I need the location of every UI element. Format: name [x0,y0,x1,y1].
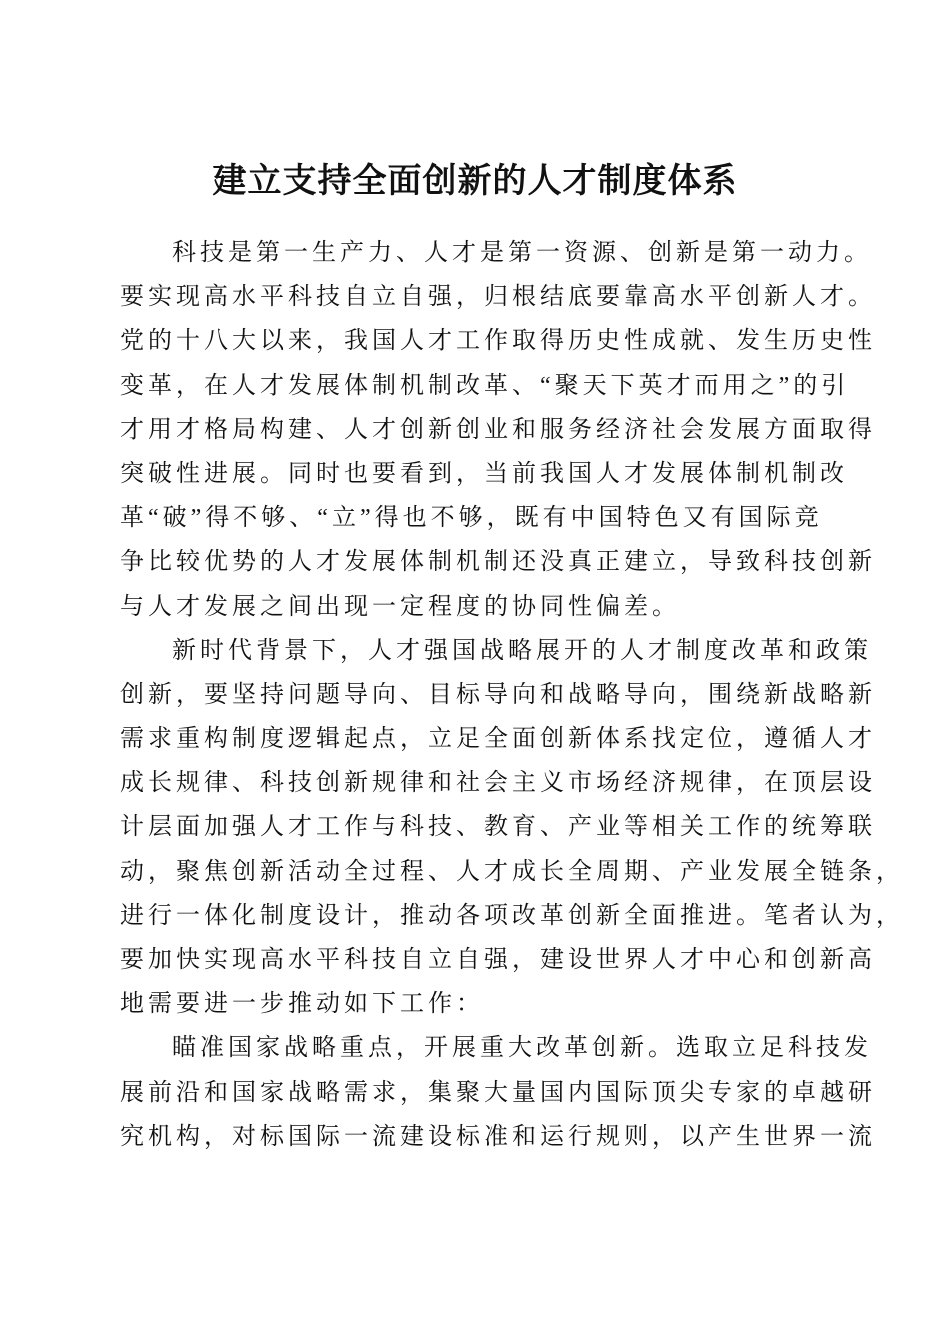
text-line: 革“破”得不够、“立”得也不够，既有中国特色又有国际竞 [120,505,823,532]
paragraph [120,1026,876,1159]
text-line: 动，聚焦创新活动全过程、人才成长全周期、产业发展全链条， [120,858,904,885]
document-title: 建立支持全面创新的人才制度体系 [212,160,738,201]
text-line: 突破性进展。同时也要看到，当前我国人才发展体制机制改 [120,460,848,487]
text-line: 瞄准国家战略重点，开展重大改革创新。选取立足科技发 [172,1035,872,1062]
paragraph [120,629,904,1027]
text-line: 新时代背景下，人才强国战略展开的人才制度改革和政策 [172,637,872,664]
text-line: 创新，要坚持问题导向、目标导向和战略导向，围绕新战略新 [120,681,876,708]
text-line: 需求重构制度逻辑起点，立足全面创新体系找定位，遵循人才 [120,726,876,753]
text-line: 展前沿和国家战略需求，集聚大量国内国际顶尖专家的卓越研 [120,1079,876,1106]
text-line: 进行一体化制度设计，推动各项改革创新全面推进。笔者认为， [120,902,904,929]
text-line: 地需要进一步推动如下工作： [120,991,484,1018]
text-line: 才用才格局构建、人才创新创业和服务经济社会发展方面取得 [120,416,876,443]
text-line: 要实现高水平科技自立自强，归根结底要靠高水平创新人才。 [120,284,876,311]
text-line: 变革，在人才发展体制机制改革、“聚天下英才而用之”的引 [120,372,850,399]
document-body [120,231,904,1159]
text-line: 要加快实现高水平科技自立自强，建设世界人才中心和创新高 [120,947,876,973]
text-line: 究机构，对标国际一流建设标准和运行规则，以产生世界一流 [120,1123,876,1150]
text-line: 党的十八大以来，我国人才工作取得历史性成就、发生历史性 [120,328,876,355]
text-line: 争比较优势的人才发展体制机制还没真正建立，导致科技创新 [120,549,876,576]
paragraph [120,231,876,629]
text-line: 与人才发展之间出现一定程度的协同性偏差。 [120,593,680,620]
text-line: 成长规律、科技创新规律和社会主义市场经济规律，在顶层设 [120,770,876,797]
text-line: 计层面加强人才工作与科技、教育、产业等相关工作的统筹联 [120,814,876,841]
text-line: 科技是第一生产力、人才是第一资源、创新是第一动力。 [172,240,872,266]
